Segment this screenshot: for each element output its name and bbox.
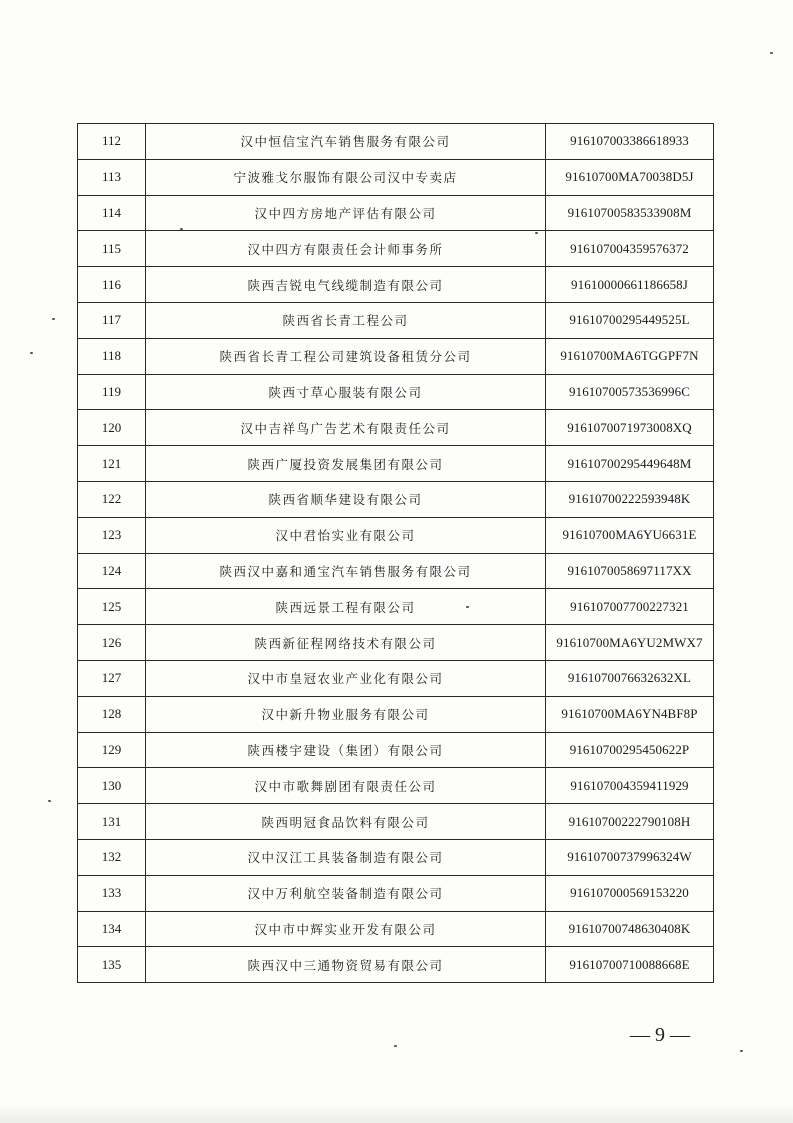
company-name: 陕西吉锐电气线缆制造有限公司 — [146, 267, 546, 303]
company-name: 陕西远景工程有限公司 — [146, 589, 546, 625]
row-index: 117 — [78, 302, 146, 338]
company-name: 汉中四方有限责任会计师事务所 — [146, 231, 546, 267]
row-index: 113 — [78, 159, 146, 195]
row-index: 120 — [78, 410, 146, 446]
row-index: 121 — [78, 446, 146, 482]
table-row — [78, 768, 714, 804]
scan-speck — [180, 228, 183, 230]
company-name: 陕西寸草心服装有限公司 — [146, 374, 546, 410]
credit-code: 91610700MA6TGGPF7N — [546, 338, 714, 374]
company-registry-table — [77, 123, 714, 983]
table-row — [78, 732, 714, 768]
row-index: 118 — [78, 338, 146, 374]
row-index: 123 — [78, 517, 146, 553]
row-index: 126 — [78, 625, 146, 661]
row-index: 133 — [78, 875, 146, 911]
company-name: 汉中万利航空装备制造有限公司 — [146, 875, 546, 911]
company-name: 宁波雅戈尔服饰有限公司汉中专卖店 — [146, 159, 546, 195]
table-row — [78, 446, 714, 482]
row-index: 114 — [78, 195, 146, 231]
table-row — [78, 159, 714, 195]
table-row — [78, 410, 714, 446]
table-row — [78, 302, 714, 338]
table-row — [78, 589, 714, 625]
company-name: 陕西楼宇建设（集团）有限公司 — [146, 732, 546, 768]
company-name: 陕西省长青工程公司建筑设备租赁分公司 — [146, 338, 546, 374]
company-name: 汉中市歌舞剧团有限责任公司 — [146, 768, 546, 804]
credit-code: 91610700222593948K — [546, 481, 714, 517]
table-row — [78, 195, 714, 231]
row-index: 132 — [78, 839, 146, 875]
row-index: 122 — [78, 481, 146, 517]
credit-code: 91610700MA6YU2MWX7 — [546, 625, 714, 661]
row-index: 124 — [78, 553, 146, 589]
page-number: — 9 — — [630, 1024, 690, 1046]
scan-speck — [535, 232, 538, 234]
table-row — [78, 231, 714, 267]
table-row — [78, 875, 714, 911]
company-name: 陕西汉中三通物资贸易有限公司 — [146, 947, 546, 983]
company-name: 汉中市中辉实业开发有限公司 — [146, 911, 546, 947]
table-row — [78, 374, 714, 410]
credit-code: 91610700710088668E — [546, 947, 714, 983]
credit-code: 916107004359576372 — [546, 231, 714, 267]
credit-code: 9161070058697117XX — [546, 553, 714, 589]
credit-code: 916107000569153220 — [546, 875, 714, 911]
scan-speck — [30, 352, 33, 354]
company-name: 汉中恒信宝汽车销售服务有限公司 — [146, 124, 546, 160]
company-name: 陕西明冠食品饮料有限公司 — [146, 804, 546, 840]
company-name: 陕西省顺华建设有限公司 — [146, 481, 546, 517]
row-index: 129 — [78, 732, 146, 768]
table-row — [78, 124, 714, 160]
row-index: 135 — [78, 947, 146, 983]
company-name: 汉中君怡实业有限公司 — [146, 517, 546, 553]
table-row — [78, 911, 714, 947]
table-row — [78, 481, 714, 517]
credit-code: 916107003386618933 — [546, 124, 714, 160]
credit-code: 91610700MA6YU6631E — [546, 517, 714, 553]
table-row — [78, 696, 714, 732]
row-index: 134 — [78, 911, 146, 947]
company-name: 陕西新征程网络技术有限公司 — [146, 625, 546, 661]
table-row — [78, 517, 714, 553]
table-row — [78, 625, 714, 661]
company-name: 汉中吉祥鸟广告艺术有限责任公司 — [146, 410, 546, 446]
company-name: 汉中市皇冠农业产业化有限公司 — [146, 660, 546, 696]
row-index: 115 — [78, 231, 146, 267]
credit-code: 91610700748630408K — [546, 911, 714, 947]
credit-code: 91610700295449648M — [546, 446, 714, 482]
row-index: 119 — [78, 374, 146, 410]
credit-code: 91610700573536996C — [546, 374, 714, 410]
table-row — [78, 804, 714, 840]
scan-speck — [770, 52, 773, 54]
table-row — [78, 553, 714, 589]
table-row — [78, 839, 714, 875]
company-name: 汉中四方房地产评估有限公司 — [146, 195, 546, 231]
table-row — [78, 947, 714, 983]
scan-speck — [394, 1045, 397, 1047]
table-row — [78, 660, 714, 696]
row-index: 130 — [78, 768, 146, 804]
credit-code: 91610700222790108H — [546, 804, 714, 840]
scan-speck — [466, 606, 469, 608]
row-index: 116 — [78, 267, 146, 303]
scan-edge — [0, 1104, 793, 1123]
row-index: 112 — [78, 124, 146, 160]
credit-code: 91610700295449525L — [546, 302, 714, 338]
table-row — [78, 338, 714, 374]
company-name: 陕西省长青工程公司 — [146, 302, 546, 338]
credit-code: 91610700MA70038D5J — [546, 159, 714, 195]
credit-code: 9161070071973008XQ — [546, 410, 714, 446]
credit-code: 91610700737996324W — [546, 839, 714, 875]
credit-code: 91610700583533908M — [546, 195, 714, 231]
scan-speck — [48, 800, 51, 802]
row-index: 127 — [78, 660, 146, 696]
credit-code: 916107007700227321 — [546, 589, 714, 625]
registry-table-body — [78, 124, 714, 983]
credit-code: 916107004359411929 — [546, 768, 714, 804]
row-index: 128 — [78, 696, 146, 732]
row-index: 131 — [78, 804, 146, 840]
table-row — [78, 267, 714, 303]
company-name: 陕西汉中嘉和通宝汽车销售服务有限公司 — [146, 553, 546, 589]
credit-code: 91610700MA6YN4BF8P — [546, 696, 714, 732]
credit-code: 9161070076632632XL — [546, 660, 714, 696]
company-name: 汉中汉江工具装备制造有限公司 — [146, 839, 546, 875]
credit-code: 91610700295450622P — [546, 732, 714, 768]
scan-speck — [740, 1050, 743, 1052]
row-index: 125 — [78, 589, 146, 625]
credit-code: 91610000661186658J — [546, 267, 714, 303]
company-name: 汉中新升物业服务有限公司 — [146, 696, 546, 732]
scan-speck — [52, 318, 55, 320]
company-name: 陕西广厦投资发展集团有限公司 — [146, 446, 546, 482]
